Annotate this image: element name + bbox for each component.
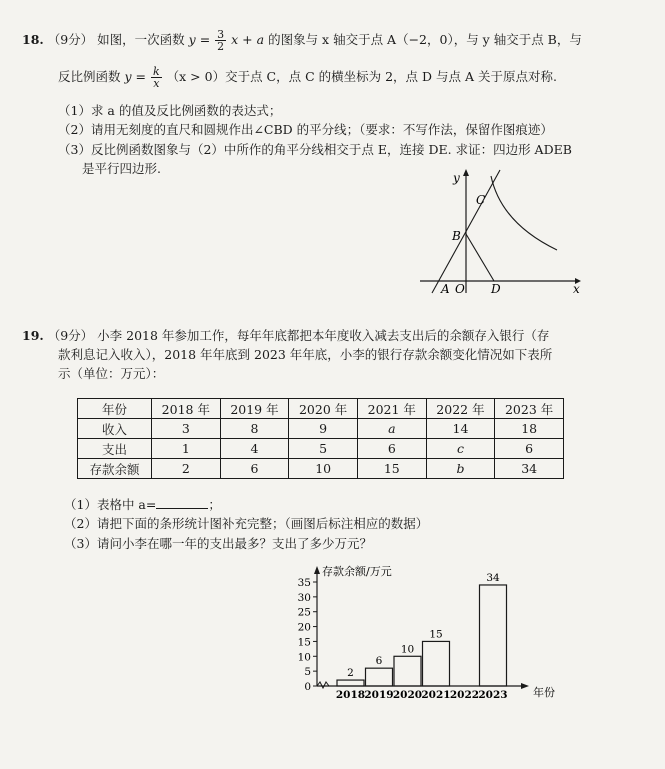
table-header-row: [78, 399, 564, 419]
savings-bar-chart: [285, 560, 585, 705]
q18-coef-num: 3: [217, 28, 225, 41]
y-axis-arrow: [463, 169, 469, 176]
q18-score: （9分）: [47, 32, 94, 47]
q19-table: [77, 398, 564, 479]
table-cell: 14: [426, 419, 495, 439]
table-cell: 支出: [78, 439, 152, 459]
q18-coef-den: 2: [217, 40, 225, 53]
table-cell: 2023 年: [495, 399, 564, 419]
table-cell: 6: [220, 459, 289, 479]
q19-number: 19.: [22, 328, 44, 343]
table-cell: 6: [357, 439, 426, 459]
y-tick-label: 35: [297, 577, 311, 589]
bar: [394, 656, 421, 686]
table-row: [78, 459, 564, 479]
inverse-function-curve: [491, 176, 557, 250]
q18-inv-num: k: [153, 65, 160, 78]
table-cell: 年份: [78, 399, 152, 419]
x-tick-label: 2021: [421, 689, 451, 701]
q19-sub2: （2）请把下面的条形统计图补充完整；（画图后标注相应的数据）: [64, 516, 429, 531]
table-cell: 34: [495, 459, 564, 479]
y-tick-label: 15: [297, 636, 311, 649]
y-tick-label: 25: [297, 606, 311, 619]
y-tick-label: 30: [297, 591, 311, 604]
x-tick-label: 2019: [364, 689, 394, 701]
table-cell: 18: [495, 419, 564, 439]
chart-xlabel: 年份: [533, 686, 555, 699]
x-tick-label: 2023: [478, 689, 508, 701]
table-cell: 2021 年: [357, 399, 426, 419]
table-cell: 10: [289, 459, 358, 479]
label-a: A: [441, 282, 450, 296]
x-tick-label: 2020: [392, 689, 423, 701]
q18-fn-coef: [215, 29, 226, 52]
chart-marks: [298, 572, 508, 701]
label-d: D: [491, 282, 501, 296]
q18-line2-a: 反比例函数: [58, 69, 121, 84]
bar: [366, 668, 393, 686]
table-cell: c: [426, 439, 495, 459]
answer-blank: [156, 496, 208, 509]
q19-sub3: （3）请问小李在哪一年的支出最多？支出了多少万元？: [64, 536, 372, 551]
table-cell: 存款余额: [78, 459, 152, 479]
x-tick-label: 2018: [335, 689, 366, 701]
table-cell: 2022 年: [426, 399, 495, 419]
label-o: O: [455, 282, 465, 296]
bar-data-label: 34: [486, 571, 500, 584]
table-cell: 3: [152, 419, 221, 439]
q18-inv-den: x: [153, 77, 160, 90]
bar-data-label: 15: [429, 628, 443, 641]
bar: [480, 585, 507, 686]
bar-data-label: 10: [400, 643, 415, 656]
chart-x-axis-arrow: [521, 683, 529, 689]
chart-y-axis-arrow: [314, 566, 320, 574]
table-cell: 2020 年: [289, 399, 358, 419]
q18-sub1: （1）求 a 的值及反比例函数的表达式；: [58, 103, 282, 118]
table-cell: 9: [289, 419, 358, 439]
q19-sub1-text: （1）表格中 a=: [64, 497, 157, 512]
q18-sub2: （2）请用无刻度的直尺和圆规作出∠CBD 的平分线；（要求：不写作法，保留作图痕迹）: [58, 122, 553, 137]
q19-score: （9分）: [47, 328, 94, 343]
q18-coordinate-figure: [415, 168, 585, 296]
table-cell: 8: [220, 419, 289, 439]
q19-line2: 款利息记入收入），2018 年年底到 2023 年年底，小李的银行存款余额变化情况如下表所: [58, 347, 553, 362]
label-x: x: [573, 282, 580, 296]
table-cell: 2: [152, 459, 221, 479]
table-row: [78, 419, 564, 439]
table-row: [78, 439, 564, 459]
x-tick-label: 2022: [449, 689, 480, 701]
table-cell: 6: [495, 439, 564, 459]
q18-line2: [58, 66, 557, 89]
table-cell: a: [357, 419, 426, 439]
q19-sub1: [64, 496, 221, 513]
table-cell: 2018 年: [152, 399, 221, 419]
table-cell: 2019 年: [220, 399, 289, 419]
y-tick-label: 0: [304, 681, 311, 693]
q18-text-b: 的图象与 x 轴交于点 A（−2，0），与 y 轴交于点 B，与: [268, 32, 582, 47]
q18-number: 18.: [22, 32, 44, 47]
table-cell: 15: [357, 459, 426, 479]
q19-line1: [22, 328, 549, 344]
q18-sub3a: （3）反比例函数图象与（2）中所作的角平分线相交于点 E，连接 DE. 求证：四边形 ADEB: [58, 142, 572, 157]
q18-fn-rest: x + a: [231, 32, 265, 47]
bar: [337, 680, 364, 686]
q19-line3: 示（单位：万元）：: [58, 366, 165, 381]
chart-ylabel: 存款余额/万元: [322, 565, 392, 578]
q18-line1: [22, 29, 582, 52]
q18-inv-frac: [151, 66, 162, 89]
y-tick-label: 10: [297, 651, 311, 664]
q19-line1-text: 小李 2018 年参加工作，每年年底都把本年度收入减去支出后的余额存入银行（存: [97, 328, 550, 343]
q19-sub1-end: ；: [208, 497, 221, 512]
y-tick-label: 5: [304, 666, 311, 679]
q18-fn-lhs: y =: [188, 32, 211, 47]
y-tick-label: 20: [297, 621, 311, 634]
table-cell: 4: [220, 439, 289, 459]
bar-data-label: 2: [347, 667, 354, 680]
q18-sub3b: 是平行四边形.: [82, 161, 161, 176]
label-y: y: [453, 171, 460, 185]
label-c: C: [476, 193, 486, 207]
q18-text-a: 如图，一次函数: [97, 32, 185, 47]
bar: [423, 641, 450, 686]
bar-data-label: 6: [375, 655, 383, 668]
q18-line2-b: （x > 0）交于点 C，点 C 的横坐标为 2，点 D 与点 A 关于原点对称.: [166, 69, 557, 84]
q18-inv-lhs: y =: [124, 69, 147, 84]
axis-break-mark: [317, 682, 329, 688]
segment-bd: [466, 234, 494, 281]
table-cell: b: [426, 459, 495, 479]
table-cell: 收入: [78, 419, 152, 439]
table-cell: 5: [289, 439, 358, 459]
label-b: B: [452, 229, 461, 243]
table-cell: 1: [152, 439, 221, 459]
